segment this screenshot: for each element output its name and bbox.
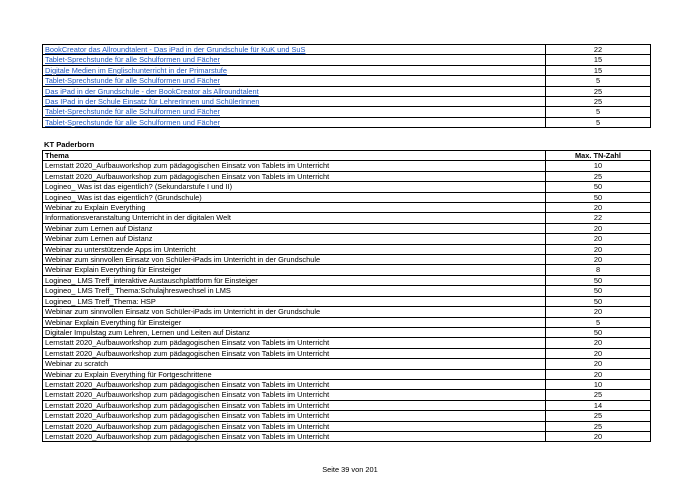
course-title: Webinar zu Explain Everything für Fortgeschrittene — [43, 369, 546, 379]
page-number: Seite 39 von 201 — [322, 465, 378, 474]
table-row — [43, 348, 651, 358]
max-participants: 8 — [546, 265, 651, 275]
course-link[interactable]: Das iPad in der Grundschule - der BookCreator als Allroundtalent — [43, 86, 546, 96]
course-title: Webinar zum Lernen auf Distanz — [43, 234, 546, 244]
course-title: Webinar zum sinnvollen Einsatz von Schüler-iPads im Unterricht in der Grundschule — [43, 307, 546, 317]
course-title: Webinar zu unterstützende Apps im Unterricht — [43, 244, 546, 254]
max-participants: 50 — [546, 296, 651, 306]
table-row — [43, 327, 651, 337]
course-title: Lernstatt 2020_Aufbauworkshop zum pädagogischen Einsatz von Tablets im Unterricht — [43, 171, 546, 181]
max-participants: 20 — [546, 359, 651, 369]
column-header-max-tn: Max. TN-Zahl — [546, 151, 651, 161]
max-participants: 50 — [546, 327, 651, 337]
table-row — [43, 117, 651, 127]
course-title: Lernstatt 2020_Aufbauworkshop zum pädagogischen Einsatz von Tablets im Unterricht — [43, 379, 546, 389]
table-row — [43, 223, 651, 233]
max-participants: 20 — [546, 234, 651, 244]
course-title: Informationsveranstaltung Unterricht in der digitalen Welt — [43, 213, 546, 223]
max-participants: 20 — [546, 255, 651, 265]
course-title: Webinar zum Lernen auf Distanz — [43, 223, 546, 233]
course-link[interactable]: Tablet-Sprechstunde für alle Schulformen und Fächer — [43, 76, 546, 86]
max-participants: 15 — [546, 55, 651, 65]
course-title: Webinar zu scratch — [43, 359, 546, 369]
course-title: Logineo_ Was ist das eigentlich? (Grundschule) — [43, 192, 546, 202]
course-title: Webinar Explain Everything für Einsteiger — [43, 265, 546, 275]
table-row — [43, 76, 651, 86]
table-row — [43, 431, 651, 441]
max-participants: 5 — [546, 317, 651, 327]
table-row — [43, 359, 651, 369]
table-row — [43, 255, 651, 265]
max-participants: 20 — [546, 348, 651, 358]
max-participants: 20 — [546, 369, 651, 379]
table-row — [43, 107, 651, 117]
table-row — [43, 275, 651, 285]
max-participants: 22 — [546, 213, 651, 223]
table-row — [43, 369, 651, 379]
course-link[interactable]: Digitale Medien im Englischunterricht in der Primarstufe — [43, 65, 546, 75]
course-link[interactable]: Tablet-Sprechstunde für alle Schulformen und Fächer — [43, 55, 546, 65]
course-title: Logineo_ LMS Treff_ Thema:Schulajhreswechsel in LMS — [43, 286, 546, 296]
course-title: Logineo_ LMS Treff_Thema: HSP — [43, 296, 546, 306]
table-row — [43, 192, 651, 202]
max-participants: 14 — [546, 400, 651, 410]
max-participants: 5 — [546, 117, 651, 127]
top-course-table-body — [43, 45, 651, 128]
table-row — [43, 296, 651, 306]
max-participants: 15 — [546, 65, 651, 75]
course-title: Lernstatt 2020_Aufbauworkshop zum pädagogischen Einsatz von Tablets im Unterricht — [43, 421, 546, 431]
table-row — [43, 286, 651, 296]
table-row — [43, 317, 651, 327]
course-title: Lernstatt 2020_Aufbauworkshop zum pädagogischen Einsatz von Tablets im Unterricht — [43, 431, 546, 441]
max-participants: 50 — [546, 192, 651, 202]
max-participants: 25 — [546, 86, 651, 96]
table-row — [43, 421, 651, 431]
max-participants: 5 — [546, 107, 651, 117]
max-participants: 20 — [546, 223, 651, 233]
table-row — [43, 55, 651, 65]
kt-paderborn-table-body — [43, 161, 651, 442]
table-row — [43, 45, 651, 55]
table-row — [43, 86, 651, 96]
table-row — [43, 400, 651, 410]
table-row — [43, 390, 651, 400]
table-row — [43, 379, 651, 389]
table-row — [43, 244, 651, 254]
max-participants: 20 — [546, 307, 651, 317]
course-title: Logineo_ LMS Treff_interaktive Austauschplattform für Einsteiger — [43, 275, 546, 285]
course-link[interactable]: BookCreator das Allroundtalent - Das iPad in der Grundschule für KuK und SuS — [43, 45, 546, 55]
course-title: Digitaler Impulstag zum Lehren, Lernen und Leiten auf Distanz — [43, 327, 546, 337]
max-participants: 25 — [546, 411, 651, 421]
course-title: Lernstatt 2020_Aufbauworkshop zum pädagogischen Einsatz von Tablets im Unterricht — [43, 400, 546, 410]
max-participants: 50 — [546, 182, 651, 192]
max-participants: 10 — [546, 379, 651, 389]
section-title: KT Paderborn — [44, 140, 95, 149]
table-row — [43, 338, 651, 348]
course-title: Lernstatt 2020_Aufbauworkshop zum pädagogischen Einsatz von Tablets im Unterricht — [43, 390, 546, 400]
table-row — [43, 65, 651, 75]
table-row — [43, 97, 651, 107]
course-title: Lernstatt 2020_Aufbauworkshop zum pädagogischen Einsatz von Tablets im Unterricht — [43, 338, 546, 348]
max-participants: 50 — [546, 275, 651, 285]
max-participants: 20 — [546, 338, 651, 348]
table-row — [43, 213, 651, 223]
course-title: Webinar zu Explain Everything — [43, 203, 546, 213]
table-header-row — [43, 151, 651, 161]
table-row — [43, 203, 651, 213]
course-link[interactable]: Tablet-Sprechstunde für alle Schulformen und Fächer — [43, 117, 546, 127]
max-participants: 10 — [546, 161, 651, 171]
kt-paderborn-table — [42, 150, 651, 442]
table-row — [43, 234, 651, 244]
max-participants: 20 — [546, 244, 651, 254]
max-participants: 25 — [546, 171, 651, 181]
top-course-table — [42, 44, 651, 128]
column-header-thema: Thema — [43, 151, 546, 161]
table-row — [43, 182, 651, 192]
course-title: Webinar zum sinnvollen Einsatz von Schüler-iPads im Unterricht in der Grundschule — [43, 255, 546, 265]
max-participants: 20 — [546, 203, 651, 213]
max-participants: 22 — [546, 45, 651, 55]
course-title: Logineo_ Was ist das eigentlich? (Sekundarstufe I und II) — [43, 182, 546, 192]
max-participants: 25 — [546, 390, 651, 400]
max-participants: 25 — [546, 421, 651, 431]
max-participants: 20 — [546, 431, 651, 441]
course-title: Lernstatt 2020_Aufbauworkshop zum pädagogischen Einsatz von Tablets im Unterricht — [43, 161, 546, 171]
course-title: Webinar Explain Everything für Einsteiger — [43, 317, 546, 327]
max-participants: 25 — [546, 97, 651, 107]
course-title: Lernstatt 2020_Aufbauworkshop zum pädagogischen Einsatz von Tablets im Unterricht — [43, 348, 546, 358]
max-participants: 50 — [546, 286, 651, 296]
table-row — [43, 171, 651, 181]
course-link[interactable]: Tablet-Sprechstunde für alle Schulformen und Fächer — [43, 107, 546, 117]
table-row — [43, 265, 651, 275]
course-title: Lernstatt 2020_Aufbauworkshop zum pädagogischen Einsatz von Tablets im Unterricht — [43, 411, 546, 421]
max-participants: 5 — [546, 76, 651, 86]
table-row — [43, 307, 651, 317]
table-row — [43, 161, 651, 171]
course-link[interactable]: Das IPad in der Schule Einsatz für LehrerInnen und SchülerInnen — [43, 97, 546, 107]
table-row — [43, 411, 651, 421]
